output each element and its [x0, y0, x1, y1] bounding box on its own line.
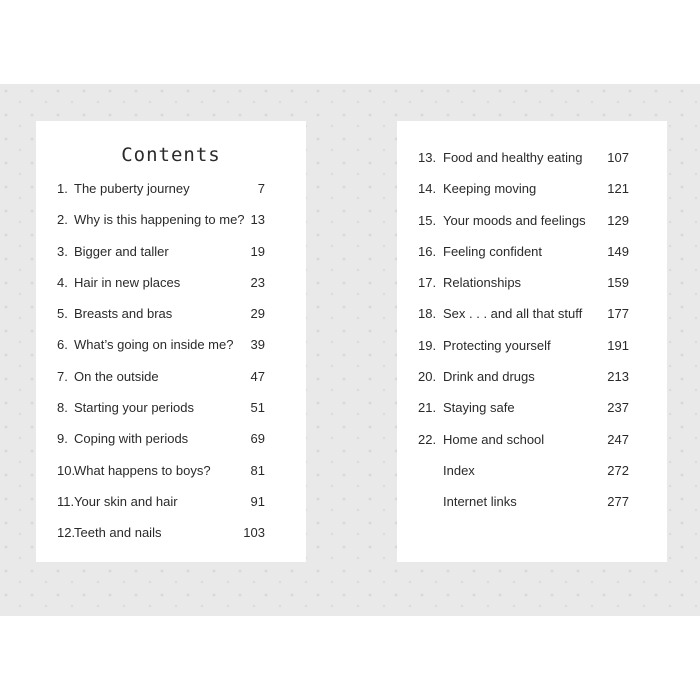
contents-entry — [36, 493, 306, 524]
page-number: 149 — [607, 243, 629, 259]
chapter-number: 22. — [418, 431, 437, 447]
chapter-number: 13. — [418, 150, 437, 165]
chapter-number: 19. — [418, 337, 437, 353]
chapter-number: 5. — [57, 306, 68, 322]
page-number: 213 — [607, 369, 629, 385]
chapter-number: 9. — [57, 431, 68, 447]
contents-entry — [36, 399, 306, 430]
chapter-number: 15. — [418, 212, 437, 228]
page-number: 191 — [607, 337, 629, 353]
contents-entry — [36, 524, 306, 555]
chapter-title: Teeth and nails — [74, 525, 162, 541]
chapter-number: 7. — [57, 368, 68, 384]
chapter-title: Bigger and taller — [74, 243, 169, 259]
page-number: 69 — [250, 431, 265, 447]
chapter-title: Index — [443, 462, 475, 478]
chapter-title: Why is this happening to me? — [74, 212, 245, 228]
chapter-title: Your moods and feelings — [443, 212, 586, 228]
chapter-title: Keeping moving — [443, 181, 537, 197]
chapter-title: Relationships — [443, 275, 522, 291]
page-number: 121 — [607, 181, 629, 197]
contents-entry — [36, 462, 306, 493]
contents-entry — [397, 180, 667, 211]
contents-entry — [36, 305, 306, 336]
chapter-title: What’s going on inside me? — [74, 337, 234, 353]
page-number: 247 — [607, 431, 629, 447]
chapter-title: Internet links — [443, 494, 517, 510]
chapter-title: Protecting yourself — [443, 337, 551, 353]
contents-entry — [36, 211, 306, 242]
contents-entry — [397, 149, 667, 180]
contents-page-left — [36, 121, 306, 562]
page-number: 177 — [607, 306, 629, 322]
page-number: 81 — [250, 462, 265, 478]
chapter-number: 12. — [57, 525, 76, 541]
chapter-number: 8. — [57, 400, 68, 416]
chapter-title: Hair in new places — [74, 274, 181, 290]
chapter-number: 2. — [57, 212, 68, 228]
chapter-number: 11. — [57, 493, 75, 509]
contents-entry — [397, 399, 667, 430]
page-number: 39 — [250, 337, 265, 353]
contents-page-right — [397, 121, 667, 562]
chapter-title: Staying safe — [443, 400, 515, 416]
page-number: 272 — [607, 462, 629, 478]
chapter-number: 6. — [57, 337, 68, 353]
contents-entry — [36, 430, 306, 461]
contents-title: Contents — [121, 144, 221, 166]
chapter-number: 20. — [418, 369, 437, 385]
contents-entry — [397, 493, 667, 524]
chapter-number: 3. — [57, 243, 68, 259]
page-number: 7 — [257, 181, 265, 196]
contents-entry — [397, 462, 667, 493]
chapter-number: 4. — [57, 274, 68, 290]
chapter-number: 21. — [418, 400, 437, 416]
page-number: 107 — [607, 150, 629, 165]
chapter-title: What happens to boys? — [74, 462, 211, 478]
chapter-title: Food and healthy eating — [443, 150, 583, 165]
contents-list-right — [397, 149, 667, 525]
page-number: 91 — [250, 493, 265, 509]
page-number: 13 — [250, 212, 265, 228]
chapter-title: Home and school — [443, 431, 545, 447]
contents-entry — [397, 243, 667, 274]
contents-entry — [36, 180, 306, 211]
chapter-title: Breasts and bras — [74, 306, 173, 322]
chapter-title: Feeling confident — [443, 243, 543, 259]
contents-entry — [397, 305, 667, 336]
contents-entry — [36, 368, 306, 399]
contents-entry — [36, 243, 306, 274]
page-number: 47 — [250, 368, 265, 384]
chapter-number: 17. — [418, 275, 437, 291]
chapter-number: 10. — [57, 462, 76, 478]
chapter-number: 18. — [418, 306, 437, 322]
contents-entry — [36, 336, 306, 367]
page-number: 237 — [607, 400, 629, 416]
page-number: 277 — [607, 494, 629, 510]
chapter-number: 1. — [57, 181, 68, 196]
page-number: 23 — [250, 274, 265, 290]
page-number: 103 — [243, 525, 265, 541]
contents-entry — [397, 431, 667, 462]
page-number: 19 — [250, 243, 265, 259]
contents-entry — [397, 337, 667, 368]
contents-entry — [397, 368, 667, 399]
chapter-title: Sex . . . and all that stuff — [443, 306, 583, 322]
page-number: 29 — [250, 306, 265, 322]
page-number: 51 — [250, 400, 265, 416]
book-spread — [0, 84, 700, 616]
chapter-title: Drink and drugs — [443, 369, 535, 385]
chapter-number: 16. — [418, 243, 437, 259]
chapter-title: Starting your periods — [74, 400, 194, 416]
page-number: 159 — [607, 275, 629, 291]
chapter-title: On the outside — [74, 368, 159, 384]
chapter-title: Coping with periods — [74, 431, 189, 447]
contents-entry — [36, 274, 306, 305]
chapter-title: Your skin and hair — [74, 493, 178, 509]
chapter-title: The puberty journey — [74, 181, 190, 196]
page-number: 129 — [607, 212, 629, 228]
chapter-number: 14. — [418, 181, 437, 197]
contents-entry — [397, 212, 667, 243]
contents-entry — [397, 274, 667, 305]
contents-list-left — [36, 180, 306, 556]
